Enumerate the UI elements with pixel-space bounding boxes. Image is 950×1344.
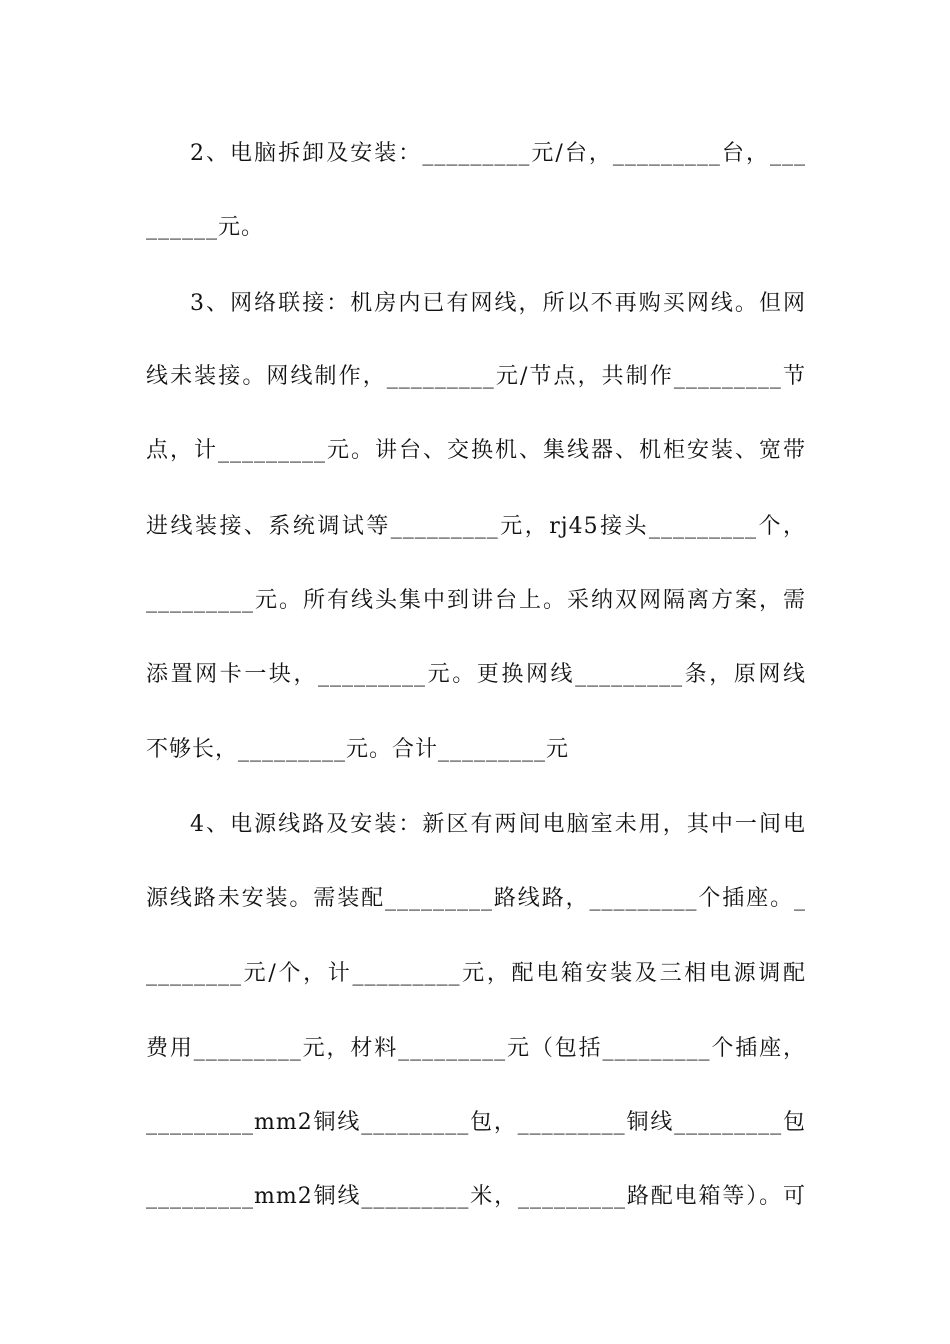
paragraph-3-line-5: _________元。所有线头集中到讲台上。采纳双网隔离方案，需 [146, 588, 806, 613]
paragraph-4-line-4: 费用_________元，材料_________元（包括_________个插座， [146, 1036, 806, 1061]
paragraph-4-line-3: ________元/个，计_________元，配电箱安装及三相电源调配 [146, 961, 806, 986]
paragraph-2-line-2: ______元。 [146, 215, 265, 240]
paragraph-4-line-6: _________mm2铜线_________米，_________路配电箱等）。可 [146, 1184, 806, 1209]
paragraph-4-line-5: _________mm2铜线_________包，_________铜线_________包 [146, 1110, 806, 1135]
paragraph-3-line-4: 进线装接、系统调试等_________元，rj45接头_________个， [146, 514, 806, 539]
paragraph-3-line-2: 线未装接。网线制作，_________元/节点，共制作_________节 [146, 364, 806, 389]
paragraph-3-line-1: 3、网络联接：机房内已有网线，所以不再购买网线。但网 [190, 291, 806, 316]
paragraph-3-line-3: 点，计_________元。讲台、交换机、集线器、机柜安装、宽带 [146, 438, 806, 463]
paragraph-3-line-7: 不够长，_________元。合计_________元 [146, 737, 570, 762]
paragraph-2-line-1: 2、电脑拆卸及安装：_________元/台，_________台，___ [190, 141, 806, 166]
paragraph-4-line-1: 4、电源线路及安装：新区有两间电脑室未用，其中一间电 [190, 812, 806, 837]
paragraph-3-line-6: 添置网卡一块，_________元。更换网线_________条，原网线 [146, 662, 806, 687]
paragraph-4-line-2: 源线路未安装。需装配_________路线路，_________个插座。_ [146, 886, 806, 911]
